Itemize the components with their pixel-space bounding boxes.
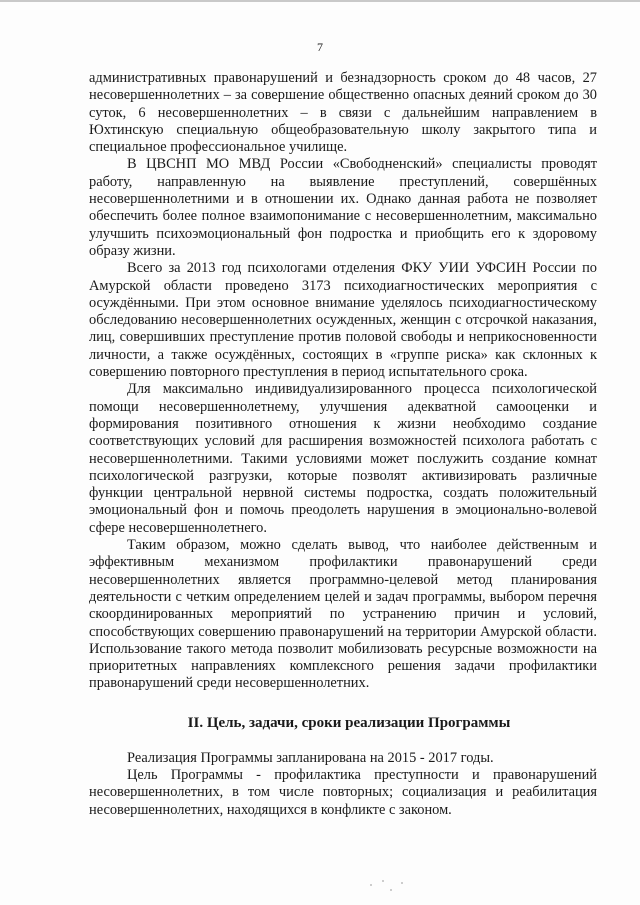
scan-speck (401, 882, 403, 884)
document-body (89, 70, 597, 819)
paragraph-conclusion: Таким образом, можно сделать вывод, что наиболее действенным и эффективным механизмом профилактики правонарушений среди несовершеннолетних является программно-целевой метод планирования деятельности с четким определением целей и задач программы, выбором перечня скоординированных мероприятий по устранению причин и условий, способствующих совершению правонарушений на территории Амурской области. Использование такого метода позволит мобилизовать ресурсные возможности на приоритетных направлениях комплексного решения задачи профилактики правонарушений среди несовершеннолетних. (89, 537, 597, 692)
scan-noise (368, 878, 408, 898)
paragraph-program-period: Реализация Программы запланирована на 2015 - 2017 годы. (127, 749, 494, 766)
scan-speck (390, 889, 392, 891)
paragraph-program-goal: Цель Программы - профилактика преступности и правонарушений несовершеннолетних, в том числе повторных; социализация и реабилитация несовершеннолетних, находящихся в конфликте с законом. (89, 766, 597, 818)
paragraph-psychological-help: Для максимально индивидуализированного процесса психологической помощи несовершеннолетнему, улучшения адекватной самооценки и формирования позитивного отношения к жизни необходимо создание соответствующих условий для расширения возможностей психолога работать с несовершеннолетними. Такими условиями может послужить создание комнат психологической разгрузки, которые позволят активизировать различные функции центральной нервной системы подростка, создать положительный эмоциональный фон и помочь преодолеть нарушения в эмоционально-волевой сфере несовершеннолетнего. (89, 381, 597, 536)
paragraph-psychodiagnostics: Всего за 2013 год психологами отделения ФКУ УИИ УФСИН России по Амурской области проведено 3173 психодиагностических мероприятия с осуждёнными. При этом основное внимание уделялось психодиагностическому обследованию несовершеннолетних осужденных, женщин с отсрочкой наказания, лиц, совершивших преступление против половой свободы и неприкосновенности личности, а также осуждённых, состоящих в «группе риска» как склонных к совершению повторного преступления в период испытательного срока. (89, 260, 597, 381)
paragraph-detention-stats: административных правонарушений и безнадзорность сроком до 48 часов, 27 несовершеннолетних – за совершение общественно опасных деяний сроком до 30 суток, 6 несовершеннолетних – в связи с дальнейшим направлением в Юхтинскую специальную общеобразовательную школу закрытого типа и специальное профессиональное училище. (89, 70, 597, 156)
page-number: 7 (317, 40, 323, 54)
scan-speck (382, 880, 384, 882)
scan-speck (370, 884, 372, 886)
section-heading: II. Цель, задачи, сроки реализации Программы (187, 714, 511, 731)
paragraph-cvsnp-work: В ЦВСНП МО МВД России «Свободненский» специалисты проводят работу, направленную на выявление преступлений, совершённых несовершеннолетними и в отношении их. Однако данная работа не позволяет обеспечить более полное взаимопонимание с несовершеннолетним, максимально улучшить психоэмоциональный фон подростка и приобщить его к здоровому образу жизни. (89, 156, 597, 259)
scan-top-edge (0, 0, 640, 2)
